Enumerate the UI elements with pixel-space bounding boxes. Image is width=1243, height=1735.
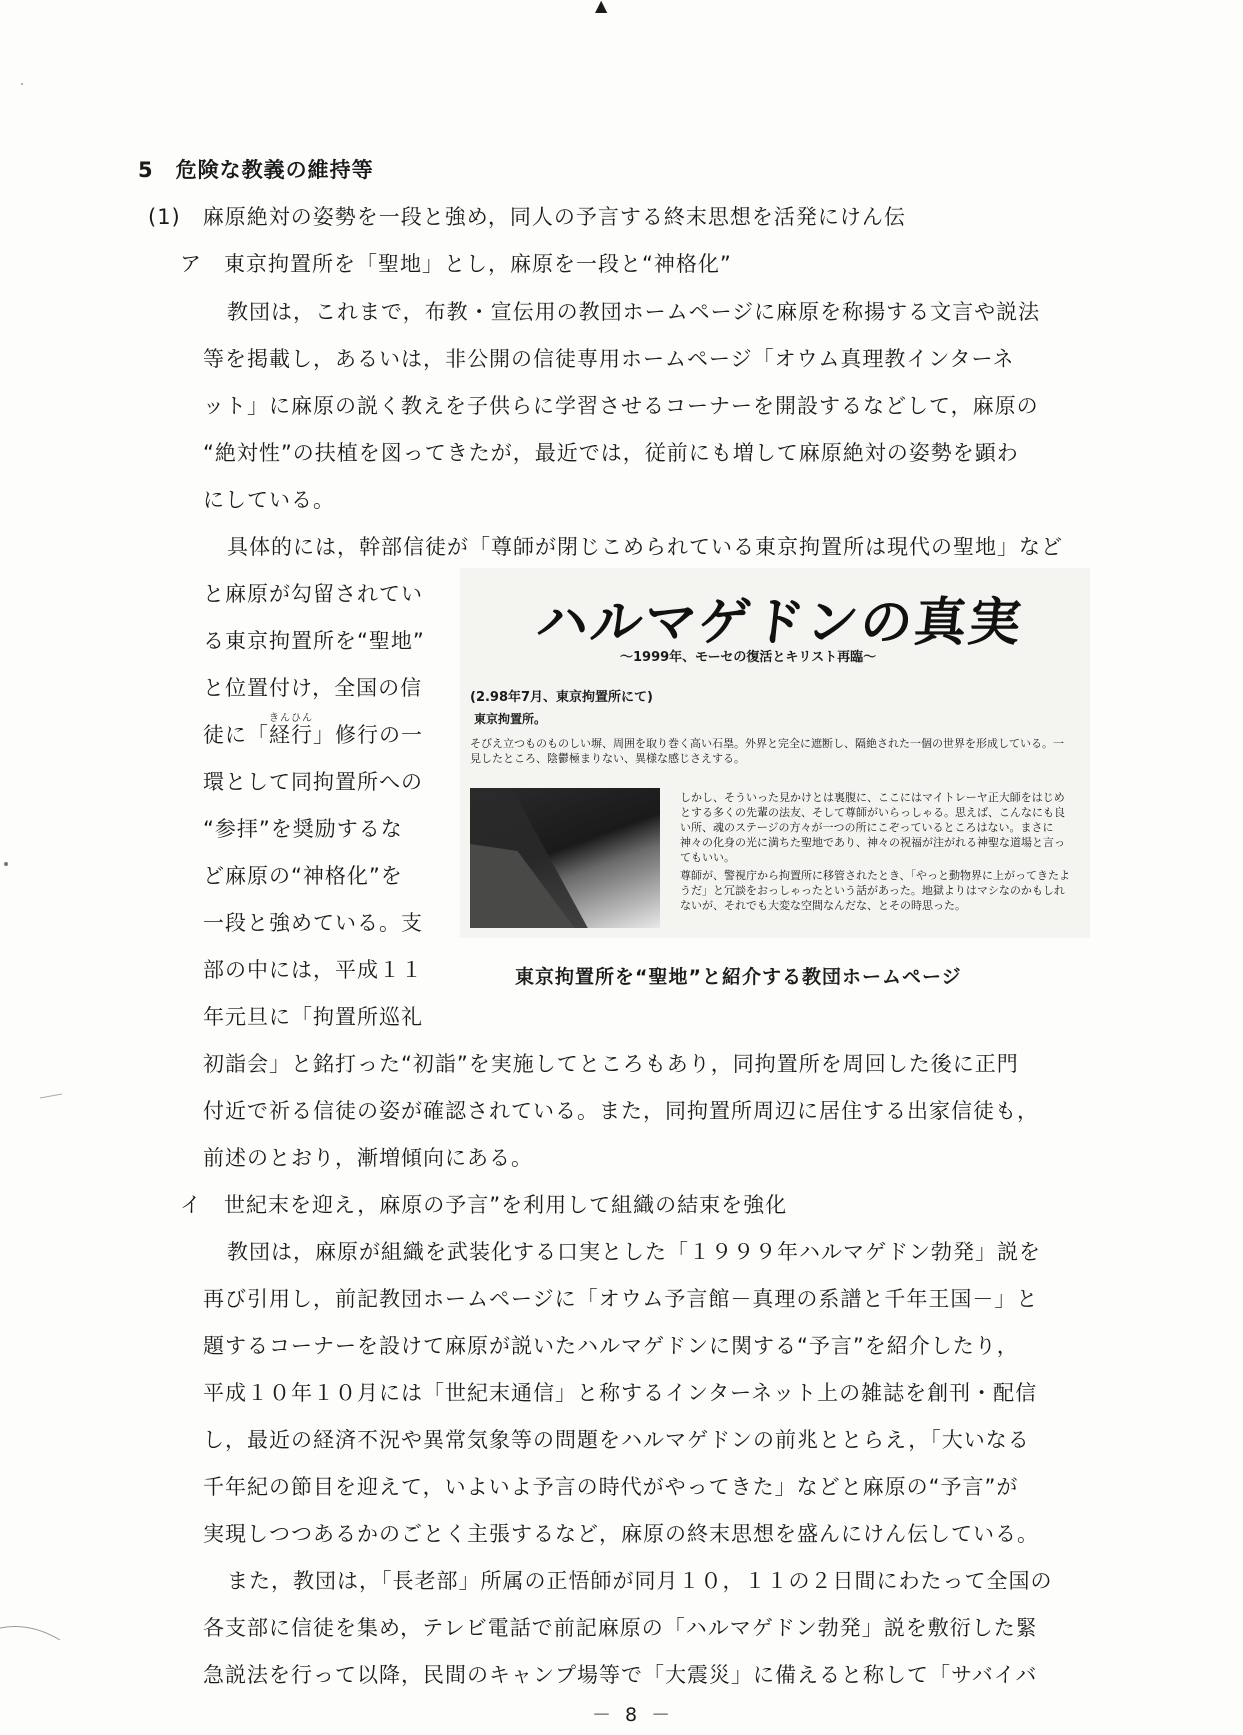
para-a2-side-line: 年元旦に「拘置所巡礼 (203, 1005, 423, 1029)
para-a1-line: 教団は，これまで，布教・宣伝用の教団ホームページに麻原を称揚する文言や説法 (227, 300, 1041, 324)
item-i-heading: イ 世紀末を迎え，麻原の予言”を利用して組織の結束を強化 (180, 1193, 788, 1217)
para-a2-side-part: 徒に「 (203, 723, 269, 747)
figure-paragraph: 尊師が、警視庁から拘置所に移管されたとき、「やっと動物界に上がってきたようだ」と冗談をおっしゃったという話があった。地獄よりはマシなのかもしれないが、それでも大変な空間なんだな、とその時思った。 (680, 869, 1071, 912)
para-i1-line: 教団は，麻原が組織を武装化する口実とした「１９９９年ハルマゲドン勃発」説を (227, 1240, 1041, 1264)
para-a2-side-line: 一段と強めている。支 (203, 911, 423, 935)
para-a1-line: にしている。 (203, 488, 335, 512)
sub-heading-1: (1) 麻原絶対の姿勢を一段と強め，同人の予言する終末思想を活発にけん伝 (148, 205, 906, 229)
para-i1-line: 実現しつつあるかのごとく主張するなど，麻原の終末思想を盛んにけん伝している。 (203, 1522, 1039, 1546)
item-a-heading: ア 東京拘置所を「聖地」とし，麻原を一段と“神格化” (180, 252, 732, 276)
para-a2-side-line: ど麻原の“神格化”を (203, 864, 403, 888)
para-i1-line: し，最近の経済不況や異常気象等の問題をハルマゲドンの前兆ととらえ，「大いなる (203, 1428, 1030, 1452)
para-a2-rest-line: 初詣会」と銘打った“初詣”を実施してところもあり，同拘置所を周回した後に正門 (203, 1052, 1019, 1076)
figure-title: ハルマゲドンの真実 (533, 592, 1026, 653)
section-heading: 5 危険な教義の維持等 (138, 158, 374, 182)
para-a2-side-line: る東京拘置所を“聖地” (203, 629, 425, 653)
para-a2-side-line: “参拝”を奨励するな (203, 817, 403, 841)
para-a2-side-part: 」修行の一 (313, 723, 423, 747)
figure-caption: 東京拘置所を“聖地”と紹介する教団ホームページ (515, 966, 962, 988)
para-a2-rest-line: 前述のとおり，漸増傾向にある。 (203, 1146, 533, 1170)
para-a2-side-line: 環として同拘置所への (203, 770, 423, 794)
para-i2-line: 各支部に信徒を集め，テレビ電話で前記麻原の「ハルマゲドン勃発」説を敷衍した緊 (203, 1616, 1038, 1640)
figure-subtitle: ～1999年、モーセの復活とキリスト再臨～ (620, 650, 877, 665)
figure-paragraph: しかし、そういった見かけとは裏腹に、ここにはマイトレーヤ正大師をはじめとする多くの先輩の法友、そして尊師がいらっしゃる。思えば、こんなにも良い所、魂のステージの方々が一つの所にこぞっているところはない。まさに神々の化身の光に満ちた聖地であり、神々の祝福が注がれる神聖な道場と言ってもいい。 (680, 791, 1065, 864)
para-i1-line: 平成１０年１０月には「世紀末通信」と称するインターネット上の雑誌を創刊・配信 (203, 1381, 1038, 1405)
para-a2-side-line: と位置付け，全国の信 (203, 676, 423, 700)
page-number: － 8 － (592, 1704, 675, 1726)
para-i1-line: 再び引用し，前記教団ホームページに「オウム予言館－真理の系譜と千年王国－」と (203, 1287, 1039, 1311)
para-a1-line: “絶対性”の扶植を図ってきたが，最近では，従前にも増して麻原絶対の姿勢を顕わ (203, 441, 1019, 465)
para-a2-side-line: 部の中には，平成１１ (203, 958, 423, 982)
ruby-word: 経行きんひん (269, 713, 313, 747)
para-i2-line: 急説法を行って以降，民間のキャンプ場等で「大震災」に備えると称して「サバイバ (203, 1663, 1038, 1687)
para-i1-line: 題するコーナーを設けて麻原が説いたハルマゲドンに関する“予言”を紹介したり， (203, 1334, 1019, 1358)
para-a1-line: ット」に麻原の説く教えを子供らに学習させるコーナーを開設するなどして，麻原の (203, 394, 1039, 418)
para-a2-first: 具体的には，幹部信徒が「尊師が閉じこめられている東京拘置所は現代の聖地」など (227, 535, 1063, 559)
para-i2-line: また，教団は，「長老部」所属の正悟師が同月１０，１１の２日間にわたって全国の (227, 1569, 1053, 1593)
figure-paragraph: そびえ立つものものしい塀、周囲を取り巻く高い石塁。外界と完全に遮断し、隔絶された一個の世界を形成している。一見したところ、陰鬱極まりない、異様な感じさえする。 (470, 737, 1064, 765)
para-i1-line: 千年紀の節目を迎えて，いよいよ予言の時代がやってきた」などと麻原の“予言”が (203, 1475, 1019, 1499)
figure-date-line: (2.98年7月、東京拘置所にて) (470, 690, 654, 705)
para-a2-side-line: と麻原が勾留されてい (203, 582, 423, 606)
para-a2-rest-line: 付近で祈る信徒の姿が確認されている。また，同拘置所周辺に居住する出家信徒も， (203, 1099, 1039, 1123)
ruby-reading: きんひん (269, 713, 313, 724)
figure-label: 東京拘置所。 (474, 712, 547, 726)
top-mark: ▲ (595, 0, 608, 15)
para-a1-line: 等を掲載し，あるいは，非公開の信徒専用ホームページ「オウム真理教インターネ (203, 347, 1015, 371)
